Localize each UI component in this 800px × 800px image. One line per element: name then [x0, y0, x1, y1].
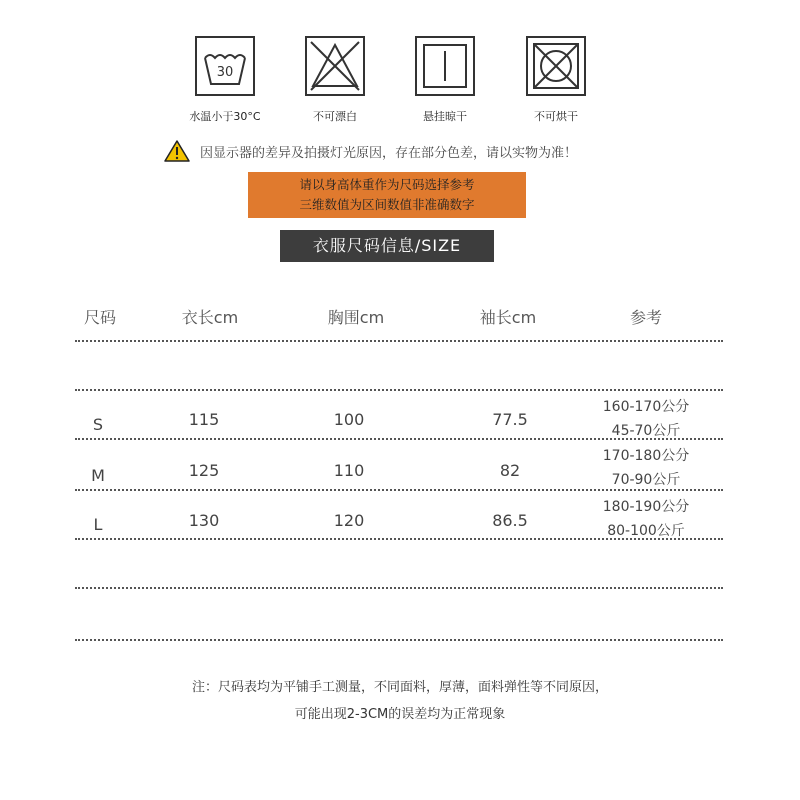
length-cell: 130 [188, 511, 220, 530]
warning-text: 因显示器的差异及拍摄灯光原因，存在部分色差，请以实物为准！ [200, 145, 578, 161]
care-no-bleach [295, 36, 375, 124]
sleeve-cell: 86.5 [492, 511, 528, 530]
no-bleach-icon [305, 36, 365, 96]
header-reference: 参考 [629, 308, 663, 327]
svg-text:30: 30 [216, 65, 234, 80]
care-label: 不可漂白 [313, 110, 357, 123]
row-divider [75, 587, 723, 589]
length-cell: 115 [188, 410, 220, 429]
reference-weight: 45-70公斤 [611, 423, 681, 439]
care-wash [185, 36, 265, 124]
sleeve-cell: 77.5 [492, 410, 528, 429]
reference-height: 160-170公分 [602, 399, 690, 415]
header-size: 尺码 [83, 308, 117, 327]
reference-cell [603, 395, 690, 443]
header-sleeve: 袖长cm [479, 308, 537, 327]
row-divider [75, 639, 723, 641]
care-label: 水温小于30°C [189, 110, 261, 123]
no-tumble-dry-icon [526, 36, 586, 96]
footnote-line: 可能出现2-3CM的误差均为正常现象 [294, 707, 506, 722]
chest-cell: 100 [333, 410, 365, 429]
header-chest: 胸围cm [327, 308, 385, 327]
warning-icon [164, 140, 190, 162]
chest-cell: 110 [333, 461, 365, 480]
color-warning [164, 140, 577, 162]
hang-dry-icon [415, 36, 475, 96]
notice-line: 三维数值为区间数值非准确数字 [299, 197, 475, 212]
header-length: 衣长cm [181, 308, 239, 327]
care-label: 悬挂晾干 [423, 110, 467, 123]
reference-height: 170-180公分 [602, 448, 690, 464]
section-title: 衣服尺码信息/SIZE [280, 230, 494, 262]
reference-weight: 70-90公斤 [611, 472, 681, 488]
footnote-line: 注：尺码表均为平铺手工测量，不同面料，厚薄，面料弹性等不同原因， [191, 680, 608, 695]
wash-30-icon [195, 36, 255, 96]
care-hang-dry [405, 36, 485, 124]
chest-cell: 120 [333, 511, 365, 530]
reference-cell [603, 495, 690, 543]
size-notice [248, 172, 526, 218]
size-cell: L [93, 515, 103, 534]
length-cell: 125 [188, 461, 220, 480]
size-cell: M [91, 466, 105, 485]
row-divider [75, 389, 723, 391]
care-no-tumble-dry [516, 36, 596, 124]
reference-height: 180-190公分 [602, 499, 690, 515]
size-cell: S [92, 415, 104, 434]
reference-cell [603, 444, 690, 492]
care-label: 不可烘干 [534, 110, 578, 123]
notice-line: 请以身高体重作为尺码选择参考 [299, 177, 475, 192]
sleeve-cell: 82 [499, 461, 521, 480]
reference-weight: 80-100公斤 [607, 523, 685, 539]
row-divider [75, 340, 723, 342]
